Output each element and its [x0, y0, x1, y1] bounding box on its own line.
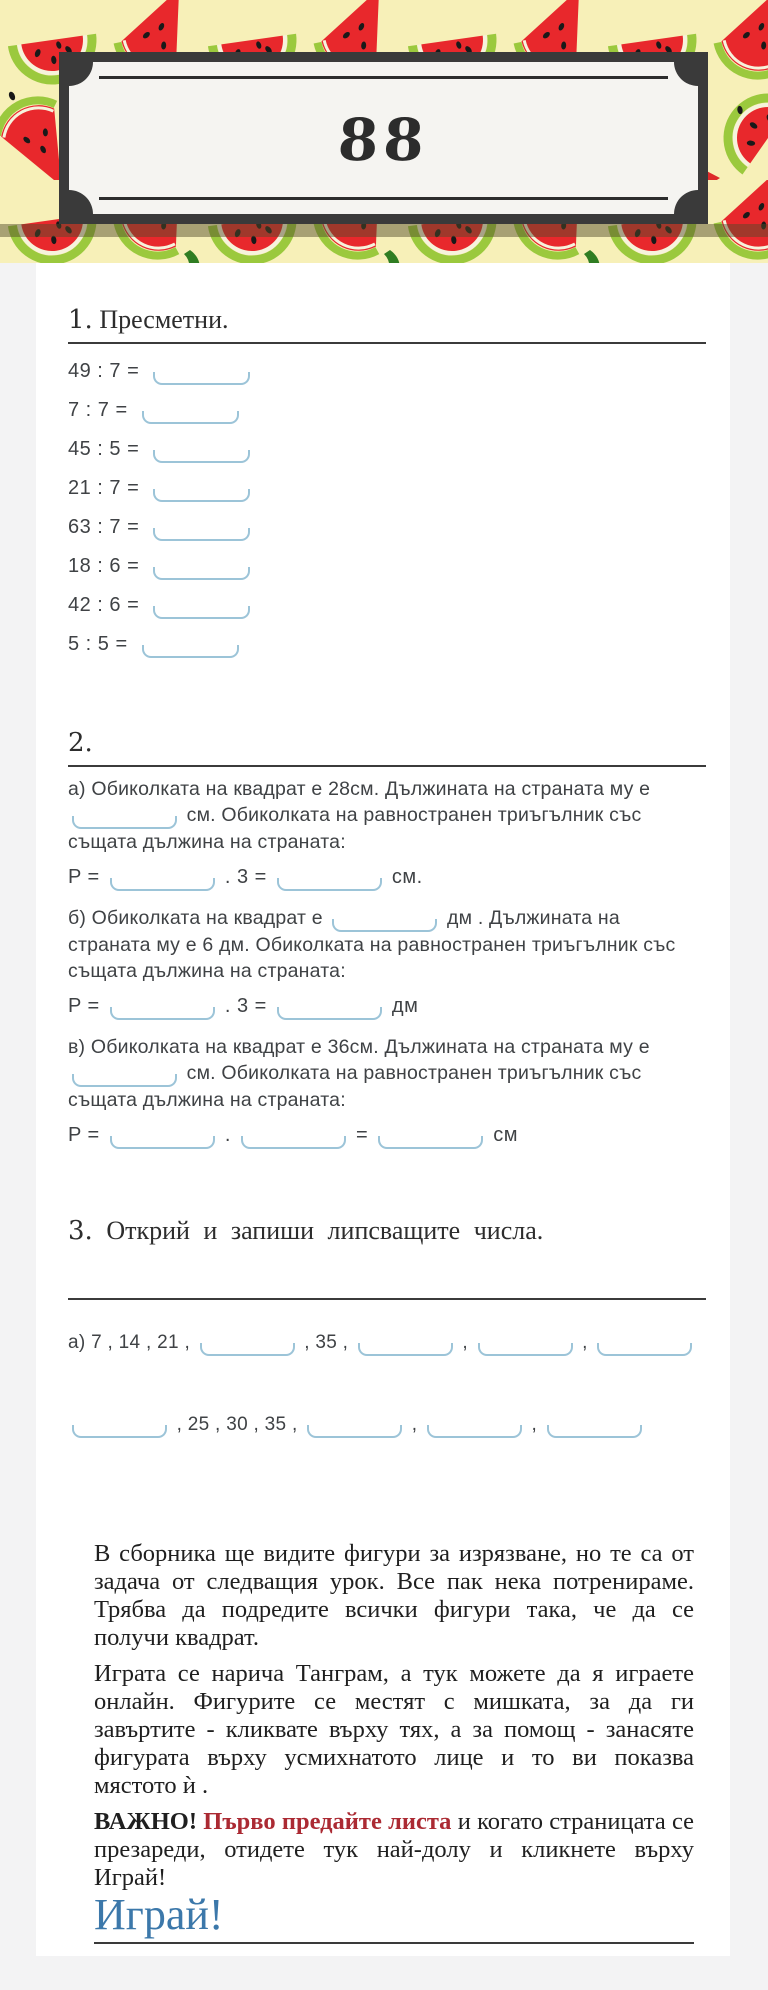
exercise-block	[68, 905, 706, 984]
exercise-text: б) Обиколката на квадрат е	[68, 907, 329, 929]
answer-blank[interactable]	[142, 645, 239, 658]
exercise-text: ,	[456, 1332, 474, 1353]
info-text-run: В сборника ще видите фигури за изрязване, но те са от задача от следващия урок. Все пак нека потренираме. Трябва да подредите всички фигури така, че да се получи квадрат.	[94, 1540, 694, 1651]
answer-blank[interactable]	[153, 528, 250, 541]
answer-blank[interactable]	[358, 1343, 453, 1356]
answer-blank[interactable]	[427, 1425, 522, 1438]
formula-row	[68, 1120, 706, 1154]
info-paragraph	[94, 1660, 694, 1800]
section1-number: 1.	[68, 305, 93, 335]
worksheet-number-paper	[69, 62, 698, 214]
section3-heading	[68, 1216, 706, 1246]
exercise-text: дм	[385, 995, 419, 1017]
worksheet-number: 88	[336, 106, 431, 174]
answer-blank[interactable]	[478, 1343, 573, 1356]
exercise-text: P =	[68, 1124, 106, 1146]
problem-label: 49 : 7 =	[68, 360, 140, 382]
section3-divider	[68, 1298, 706, 1300]
info-text-run: Първо предайте листа	[203, 1808, 452, 1835]
answer-blank[interactable]	[378, 1136, 483, 1149]
answer-blank[interactable]	[142, 411, 239, 424]
info-paragraph	[94, 1540, 694, 1652]
problem-label: 7 : 7 =	[68, 399, 128, 421]
exercise-text: , 35 ,	[298, 1332, 354, 1353]
exercise-text: см	[487, 1124, 519, 1146]
answer-blank[interactable]	[307, 1425, 402, 1438]
problem-row	[68, 625, 706, 664]
play-link[interactable]: Играй!	[94, 1890, 224, 1939]
info-text-run: и когато страницата се презареди, отидете тук най-долу и кликнете върху Играй!	[94, 1808, 695, 1891]
section2-divider	[68, 765, 706, 767]
problem-label: 5 : 5 =	[68, 633, 128, 655]
problem-label: 63 : 7 =	[68, 516, 140, 538]
end-divider	[94, 1942, 694, 1944]
worksheet-content	[36, 263, 730, 1944]
answer-blank[interactable]	[153, 567, 250, 580]
exercise-block	[68, 1408, 706, 1448]
exercise-text: дм . Дължината на страната му е 6 дм. Обиколката на равностранен триъгълник със същата дължина на страната:	[68, 907, 676, 982]
answer-blank[interactable]	[547, 1425, 642, 1438]
exercise-text: ,	[576, 1332, 594, 1353]
info-paragraph	[94, 1808, 694, 1892]
exercise-text: . 3 =	[218, 995, 273, 1017]
problem-label: 21 : 7 =	[68, 477, 140, 499]
exercise-text: P =	[68, 995, 106, 1017]
answer-blank[interactable]	[110, 1007, 215, 1020]
exercise-text: ,	[525, 1414, 543, 1435]
answer-blank[interactable]	[72, 1425, 167, 1438]
section3-title: Открий и запиши липсващите числа.	[106, 1216, 544, 1245]
answer-blank[interactable]	[110, 1136, 215, 1149]
exercise-text: а) Обиколката на квадрат е 28см. Дължината на страната му е	[68, 778, 651, 800]
exercise-block	[68, 776, 706, 855]
answer-blank[interactable]	[200, 1343, 295, 1356]
answer-blank[interactable]	[277, 1007, 382, 1020]
section1-heading	[68, 305, 706, 335]
missing-numbers-rows	[68, 1326, 706, 1448]
worksheet-number-frame	[59, 52, 708, 224]
exercise-text: . 3 =	[218, 866, 273, 888]
exercise-text: см.	[385, 866, 423, 888]
answer-blank[interactable]	[241, 1136, 346, 1149]
exercise-block	[68, 1034, 706, 1113]
answer-blank[interactable]	[597, 1343, 692, 1356]
exercise-block	[68, 1326, 706, 1366]
problem-row	[68, 352, 706, 391]
exercise-text: см. Обиколката на равностранен триъгълник със същата дължина на страната:	[68, 804, 642, 853]
header-shadow-strip	[0, 224, 768, 237]
exercise-text: , 25 , 30 , 35 ,	[171, 1414, 304, 1435]
answer-blank[interactable]	[153, 606, 250, 619]
problem-row	[68, 508, 706, 547]
problem-label: 45 : 5 =	[68, 438, 140, 460]
tangram-instructions	[94, 1540, 694, 1892]
problem-label: 18 : 6 =	[68, 555, 140, 577]
info-text-run: Играта се нарича Танграм, а тук можете да я играете онлайн. Фигурите се местят с мишката, за да ги завъртите - кликвате върху тях, а за помощ - занасяте фигурата върху усмихнатото лице и то ви показва мястото ѝ .	[94, 1660, 694, 1799]
answer-blank[interactable]	[72, 816, 177, 829]
section1-title: Пресметни.	[99, 305, 229, 334]
exercise-text: а) 7 , 14 , 21 ,	[68, 1332, 196, 1353]
section2-number: 2.	[68, 728, 93, 758]
formula-row	[68, 862, 706, 896]
section2-heading	[68, 728, 706, 758]
info-text-run: ВАЖНО!	[94, 1808, 197, 1835]
problem-row	[68, 430, 706, 469]
answer-blank[interactable]	[332, 919, 437, 932]
answer-blank[interactable]	[277, 878, 382, 891]
answer-blank[interactable]	[110, 878, 215, 891]
formula-row	[68, 991, 706, 1025]
exercise-text: см. Обиколката на равностранен триъгълник със същата дължина на страната:	[68, 1062, 642, 1111]
division-problems-list	[68, 352, 706, 664]
worksheet-header	[0, 0, 768, 263]
worksheet-panel	[36, 263, 730, 1956]
exercise-text: =	[349, 1124, 375, 1146]
perimeter-exercise-blocks	[68, 776, 706, 1154]
section1-divider	[68, 342, 706, 344]
exercise-text: ,	[406, 1414, 423, 1435]
problem-row	[68, 586, 706, 625]
problem-row	[68, 391, 706, 430]
problem-row	[68, 547, 706, 586]
answer-blank[interactable]	[153, 372, 250, 385]
problem-label: 42 : 6 =	[68, 594, 140, 616]
exercise-text: .	[218, 1124, 237, 1146]
problem-row	[68, 469, 706, 508]
exercise-text: в) Обиколката на квадрат е 36см. Дължината на страната му е	[68, 1036, 650, 1058]
answer-blank[interactable]	[153, 450, 250, 463]
answer-blank[interactable]	[72, 1074, 177, 1087]
section3-number: 3.	[68, 1216, 93, 1246]
exercise-text: P =	[68, 866, 106, 888]
answer-blank[interactable]	[153, 489, 250, 502]
